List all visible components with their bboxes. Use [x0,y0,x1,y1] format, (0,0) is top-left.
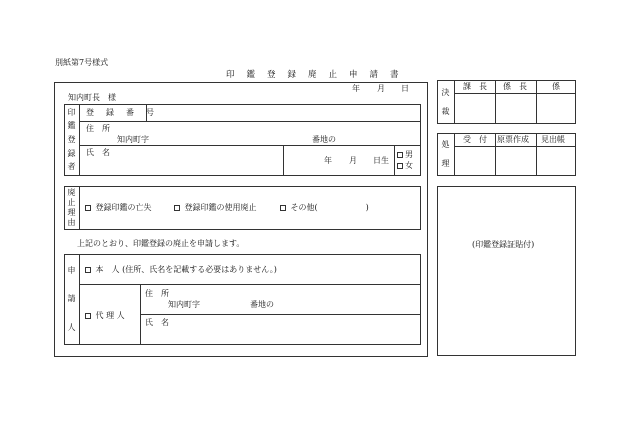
date-day-label: 日 [401,84,409,93]
registrant-address-label: 住 所 [86,124,110,133]
birth-month-label: 月 [349,156,357,165]
seal-certificate-label: (印鑑登録証貼付) [472,240,535,249]
registrant-name-field[interactable] [80,146,280,175]
application-statement: 上記のとおり、印鑑登録の廃止を申請します。 [77,239,245,248]
approval-col-staff: 係 [552,82,560,91]
proxy-name-field[interactable] [141,315,420,344]
birth-day-label: 日生 [373,156,389,165]
reason-option-other[interactable]: その他( ) [280,204,369,212]
date-year-label: 年 [352,84,360,93]
registrant-name-label: 氏 名 [86,148,110,157]
proxy-banchi: 番地の [250,300,274,309]
reason-section-label: 廃 止 理 由 [67,188,76,227]
applicant-self-option[interactable]: 本 人 (住所、氏名を記載する必要はありません。) [85,266,277,274]
proxy-town: 知内町字 [168,300,200,309]
registrant-banchi: 番地の [312,135,336,144]
processing-col-record-creation: 原票作成 [497,135,529,144]
registration-number-label: 登 録 番 号 [86,108,156,117]
processing-col-reception: 受 付 [463,135,487,144]
reason-option-lost[interactable]: 登録印鑑の亡失 [85,204,152,212]
proxy-address-field[interactable] [141,285,420,313]
gender-male-checkbox[interactable] [397,152,403,158]
reason-discontinued-checkbox[interactable] [174,205,180,211]
registrant-town: 知内町字 [117,135,149,144]
registrant-address-field[interactable] [80,122,420,144]
gender-female-option[interactable]: 女 [397,162,413,170]
proxy-name-label: 氏 名 [145,318,169,327]
processing-label: 処 理 [441,140,450,168]
applicant-proxy-option[interactable]: 代 理 人 [85,312,125,320]
gender-female-checkbox[interactable] [397,163,403,169]
addressee: 知内町長 様 [68,93,116,102]
reason-other-checkbox[interactable] [280,205,286,211]
gender-male-option[interactable]: 男 [397,151,413,159]
birth-year-label: 年 [324,156,332,165]
date-month-label: 月 [377,84,385,93]
applicant-self-checkbox[interactable] [85,267,91,273]
reason-option-discontinued[interactable]: 登録印鑑の使用廃止 [174,204,257,212]
seal-certificate-area [437,186,576,356]
proxy-address-label: 住 所 [145,289,169,298]
approval-label: 決 裁 [441,87,450,116]
reason-lost-checkbox[interactable] [85,205,91,211]
form-title: 印鑑登録廃止申請書 [226,70,411,80]
approval-col-section-chief: 課 長 [463,82,487,91]
approval-col-subsection-chief: 係 長 [503,82,527,91]
registrant-section-label: 印 鑑 登 録 者 [67,107,76,172]
applicant-proxy-checkbox[interactable] [85,313,91,319]
applicant-section-label: 申 請 人 [67,266,76,332]
form-number: 別紙第7号様式 [55,58,109,67]
processing-col-index-book: 見出帳 [541,135,565,144]
registration-number-field[interactable] [147,105,420,120]
